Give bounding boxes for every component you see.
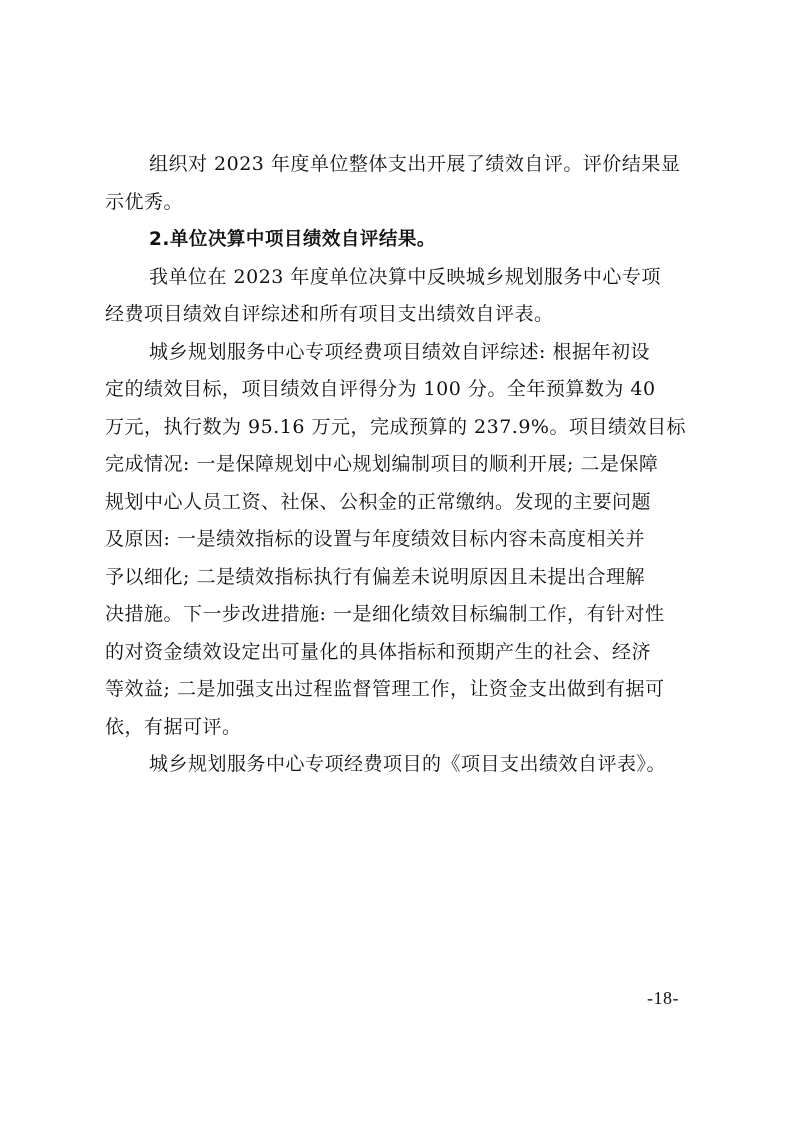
paragraph-line: 决措施。下一步改进措施: 一是细化绩效目标编制工作，有针对性 — [105, 603, 665, 625]
paragraph-line: 组织对 2023 年度单位整体支出开展了绩效自评。评价结果显 — [149, 153, 681, 175]
paragraph-line: 示优秀。 — [105, 190, 184, 213]
paragraph-line: 完成情况: 一是保障规划中心规划编制项目的顺利开展; 二是保障 — [105, 453, 659, 475]
page-number: -18- — [647, 988, 679, 1008]
paragraph-line: 定的绩效目标，项目绩效自评得分为 100 分。全年预算数为 40 — [105, 378, 656, 400]
paragraph-line: 规划中心人员工资、社保、公积金的正常缴纳。发现的主要问题 — [105, 490, 652, 513]
paragraph-line: 我单位在 2023 年度单位决算中反映城乡规划服务中心专项 — [149, 265, 661, 288]
paragraph-line: 依，有据可评。 — [105, 715, 242, 738]
paragraph-line: 等效益; 二是加强支出过程监督管理工作，让资金支出做到有据可 — [105, 678, 665, 700]
paragraph-line: 及原因: 一是绩效指标的设置与年度绩效目标内容未高度相关并 — [105, 528, 645, 550]
paragraph-line: 城乡规划服务中心专项经费项目绩效自评综述: 根据年初设 — [149, 340, 650, 363]
section-heading: 2.单位决算中项目绩效自评结果。 — [149, 229, 436, 250]
document-body — [105, 146, 695, 784]
paragraph-line: 城乡规划服务中心专项经费项目的《项目支出绩效自评表》。 — [149, 753, 667, 775]
paragraph-line: 万元，执行数为 95.16 万元，完成预算的 237.9%。项目绩效目标 — [105, 415, 686, 438]
paragraph-line: 予以细化; 二是绩效指标执行有偏差未说明原因且未提出合理解 — [105, 565, 645, 588]
paragraph-line: 的对资金绩效设定出可量化的具体指标和预期产生的社会、经济 — [105, 640, 652, 663]
paragraph-line: 经费项目绩效自评综述和所有项目支出绩效自评表。 — [105, 303, 554, 325]
